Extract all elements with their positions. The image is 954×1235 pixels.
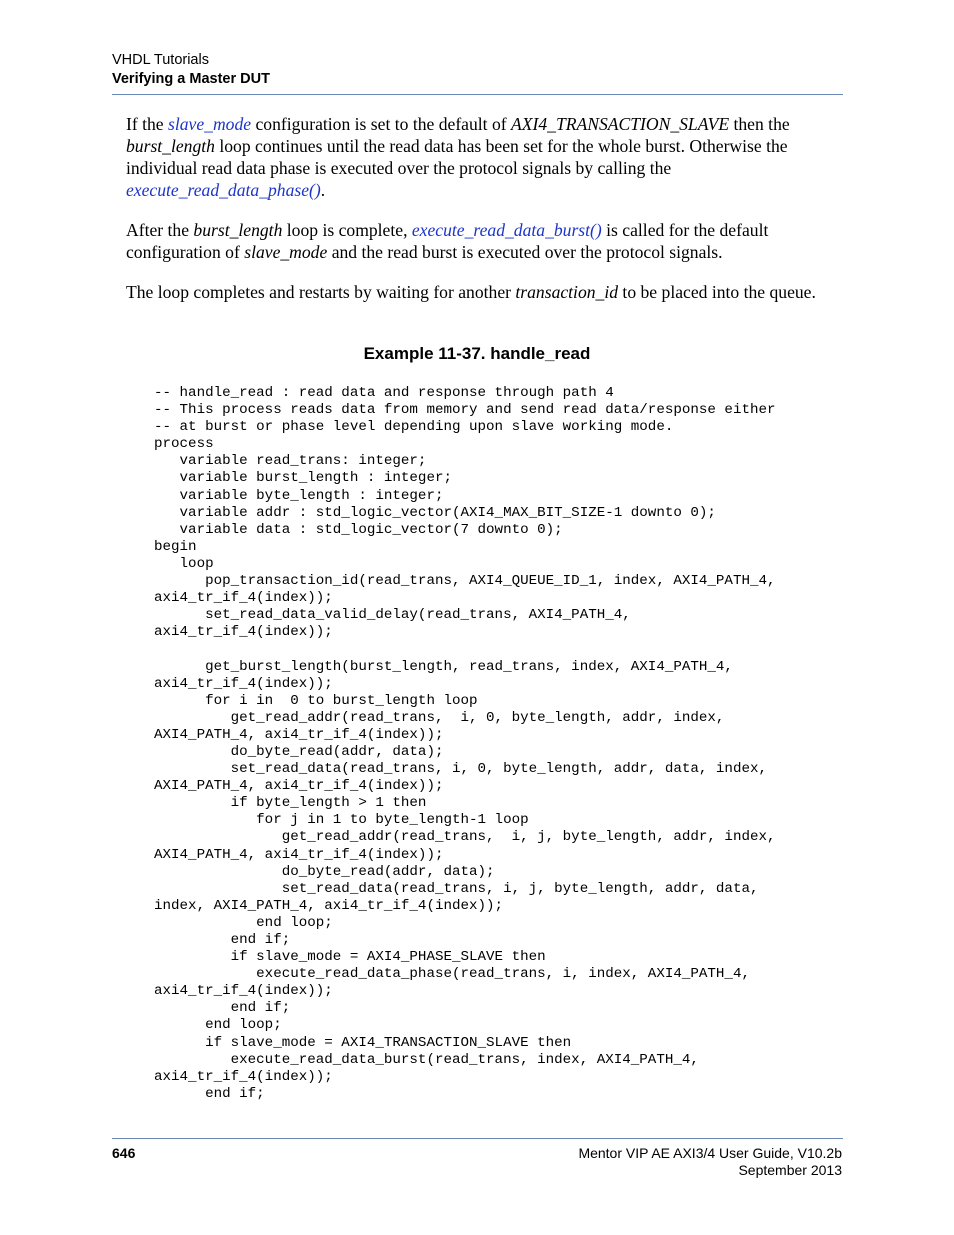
italic-term: slave_mode — [244, 242, 328, 262]
header-rule — [112, 94, 843, 95]
example-title: Example 11-37. handle_read — [363, 344, 591, 363]
running-header — [112, 51, 270, 89]
italic-term: burst_length — [126, 136, 215, 156]
publication-date: September 2013 — [738, 1162, 842, 1178]
italic-term: burst_length — [193, 220, 283, 240]
text-run: is called for the default configuration of — [126, 220, 769, 262]
paragraph-slave-mode — [126, 113, 846, 201]
page-number: 646 — [112, 1145, 136, 1161]
text-run: . — [320, 180, 326, 200]
execute-read-data-burst-link[interactable]: execute_read_data_burst() — [411, 220, 602, 240]
code-listing: -- handle_read : read data and response through path 4 -- This process reads data from memory and send read data/response either -- at burst or phase level depending upon slave working mode. process variable read_trans: integer; variable burst_length : integer; variable byte_length : integer; variable addr : std_logic_vector(AXI4_MAX_BIT_SIZE-1 downto 0); variable data : std_logic_vector(7 downto 0); begin loop pop_transaction_id(read_trans, AXI4_QUEUE_ID_1, index, AXI4_PATH_4, axi4_tr_if_4(index)); set_read_data_valid_delay(read_trans, AXI4_PATH_4, axi4_tr_if_4(index)); get_burst_length(burst_length, read_trans, index, AXI4_PATH_4, axi4_tr_if_4(index)); for i in 0 to burst_length loop get_read_addr(read_trans, i, 0, byte_length, addr, index, AXI4_PATH_4, axi4_tr_if_4(index)); do_byte_read(addr, data); set_read_data(read_trans, i, 0, byte_length, addr, data, index, AXI4_PATH_4, axi4_tr_if_4(index)); if byte_length > 1 then for j in 1 to byte_length-1 loop get_read_addr(read_trans, i, j, byte_length, addr, index, AXI4_PATH_4, axi4_tr_if_4(index)); do_byte_read(addr, data); set_read_data(read_trans, i, j, byte_length, addr, data, index, AXI4_PATH_4, axi4_tr_if_4(index)); end loop; end if; if slave_mode = AXI4_PHASE_SLAVE then execute_read_data_phase(read_trans, i, index, AXI4_PATH_4, axi4_tr_if_4(index)); end if; end loop; if slave_mode = AXI4_TRANSACTION_SLAVE then execute_read_data_burst(read_trans, index, AXI4_PATH_4, axi4_tr_if_4(index)); end if; — [154, 385, 776, 1102]
paragraph-burst-complete — [126, 219, 846, 263]
italic-term: transaction_id — [515, 282, 619, 302]
guide-title: Mentor VIP AE AXI3/4 User Guide, V10.2b — [578, 1145, 842, 1161]
text-run: loop is complete, — [282, 220, 412, 240]
paragraph-loop-restart — [126, 281, 846, 303]
italic-term: AXI4_TRANSACTION_SLAVE — [511, 114, 730, 134]
execute-read-data-phase-link[interactable]: execute_read_data_phase() — [126, 180, 321, 200]
text-run: After the — [126, 220, 194, 240]
footer-rule — [112, 1138, 843, 1139]
text-run: then the — [729, 114, 790, 134]
text-run: loop continues until the read data has been set for the whole burst. Otherwise the individual read data phase is executed over the protocol signals by calling the — [126, 136, 788, 178]
text-run: configuration is set to the default of — [251, 114, 512, 134]
slave-mode-link[interactable]: slave_mode — [168, 114, 252, 134]
text-run: and the read burst is executed over the protocol signals. — [327, 242, 723, 262]
footer-info — [578, 1145, 842, 1179]
chapter-title: VHDL Tutorials — [112, 52, 209, 68]
section-title: Verifying a Master DUT — [112, 71, 270, 87]
text-run: to be placed into the queue. — [618, 282, 816, 302]
text-run: The loop completes and restarts by waiting for another — [126, 282, 516, 302]
text-run: If the — [126, 114, 169, 134]
